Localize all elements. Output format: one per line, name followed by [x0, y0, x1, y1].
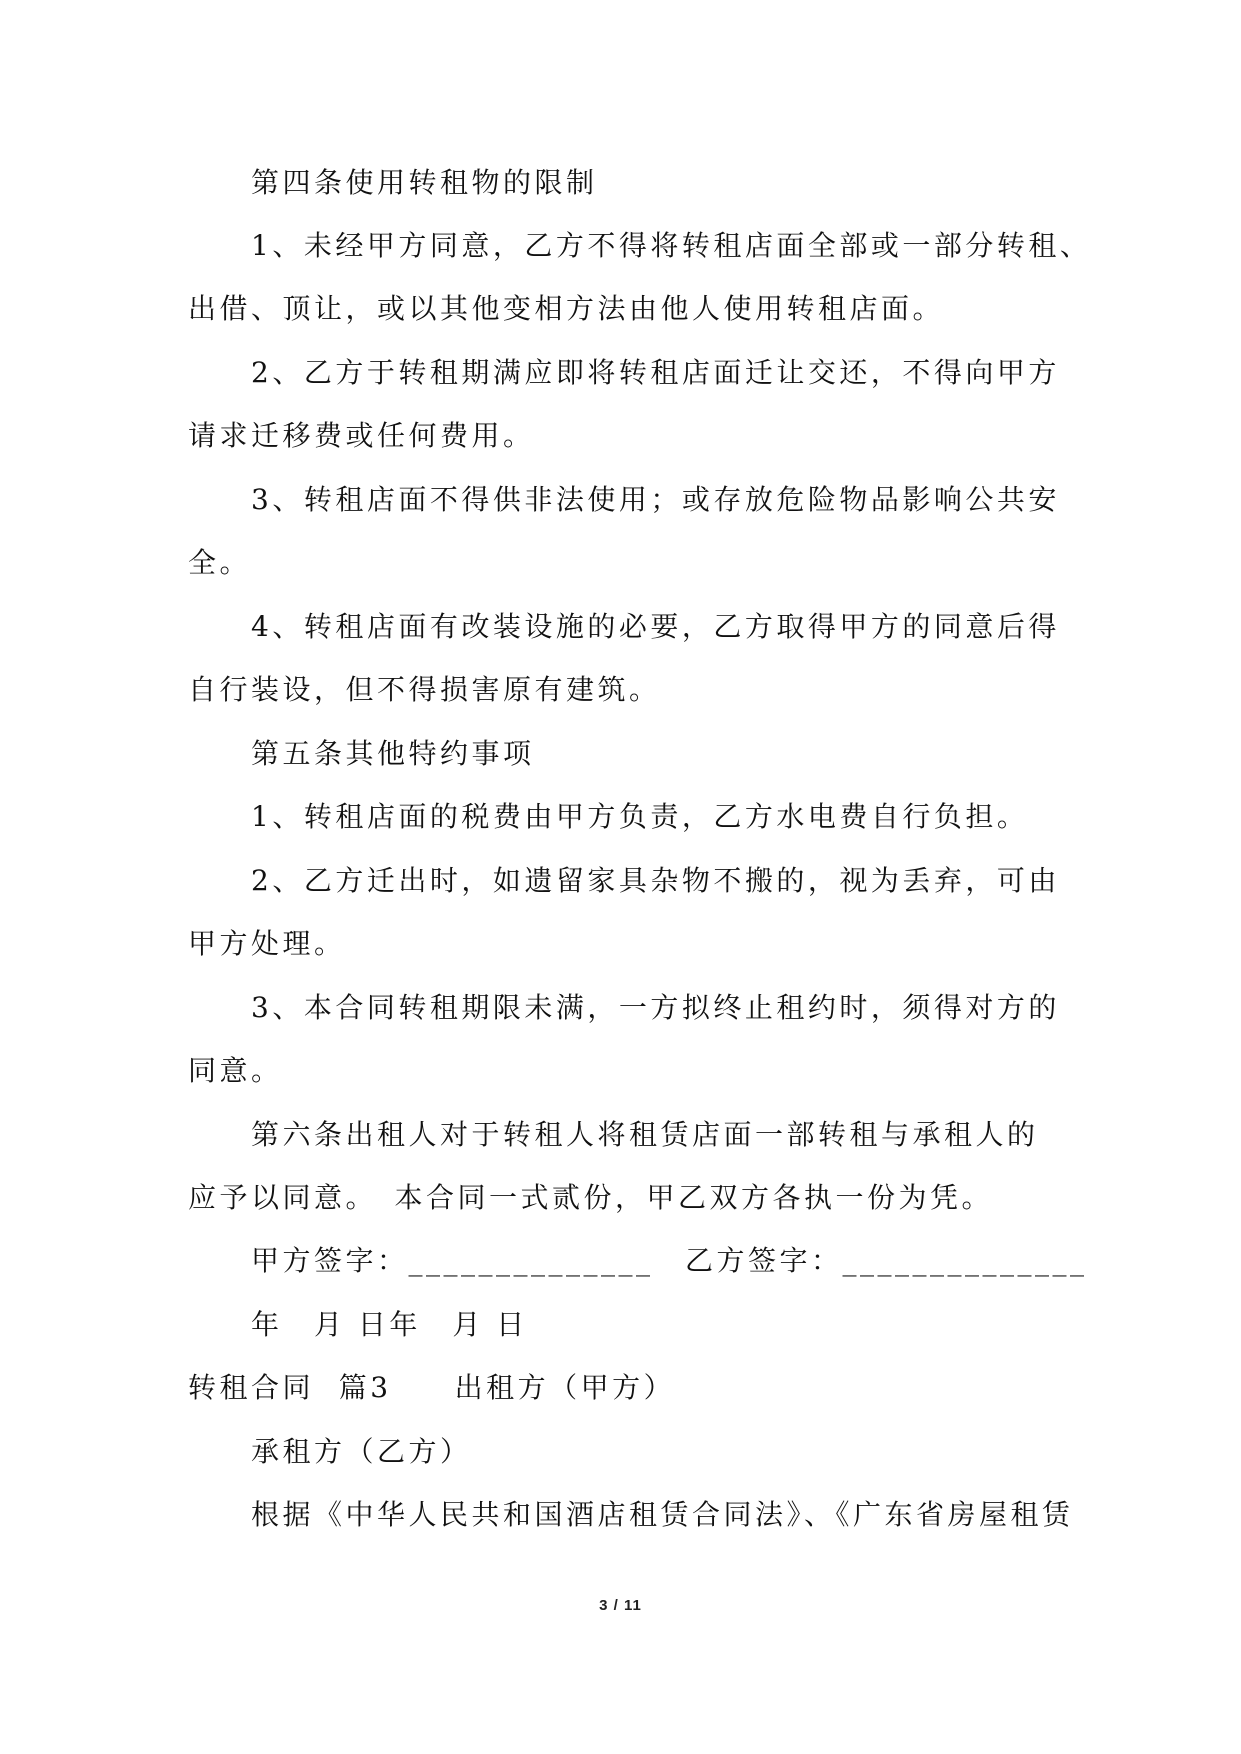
page-number: 3 / 11 [599, 1597, 642, 1614]
paragraph-line: 2、乙方迁出时，如遗留家具杂物不搬的，视为丢弃，可由 [251, 864, 1060, 897]
paragraph-line: 应予以同意。 本合同一式贰份，甲乙双方各执一份为凭。 [188, 1181, 994, 1214]
section-heading-5: 第五条其他特约事项 [251, 737, 535, 770]
paragraph-line: 根据《中华人民共和国酒店租赁合同法》、《广东省房屋租赁 [251, 1498, 1074, 1531]
paragraph-line: 2、乙方于转租期满应即将转租店面迁让交还，不得向甲方 [251, 356, 1060, 389]
contract-title-line: 转租合同 篇3 出租方（甲方） [188, 1371, 676, 1404]
date-line: 年 月 日年 月 日 [251, 1308, 528, 1341]
section-heading-4: 第四条使用转租物的限制 [251, 166, 598, 199]
paragraph-line: 1、未经甲方同意，乙方不得将转租店面全部或一部分转租、 [251, 229, 1092, 262]
paragraph-line: 4、转租店面有改装设施的必要，乙方取得甲方的同意后得 [251, 610, 1060, 643]
party-line: 承租方（乙方） [251, 1435, 472, 1468]
paragraph-line: 第六条出租人对于转租人将租赁店面一部转租与承租人的 [251, 1118, 1039, 1151]
paragraph-line: 3、转租店面不得供非法使用；或存放危险物品影响公共安 [251, 483, 1060, 516]
paragraph-line: 甲方处理。 [188, 927, 346, 960]
paragraph-line: 1、转租店面的税费由甲方负责，乙方水电费自行负担。 [251, 800, 1029, 833]
paragraph-line: 全。 [188, 546, 252, 579]
paragraph-line: 出借、顶让，或以其他变相方法由他人使用转租店面。 [188, 292, 945, 325]
signature-line: 甲方签字：______________ 乙方签字：______________ [251, 1244, 1088, 1277]
paragraph-line: 请求迁移费或任何费用。 [188, 419, 535, 452]
paragraph-line: 同意。 [188, 1054, 283, 1087]
paragraph-line: 3、本合同转租期限未满，一方拟终止租约时，须得对方的 [251, 991, 1060, 1024]
paragraph-line: 自行装设，但不得损害原有建筑。 [188, 673, 661, 706]
